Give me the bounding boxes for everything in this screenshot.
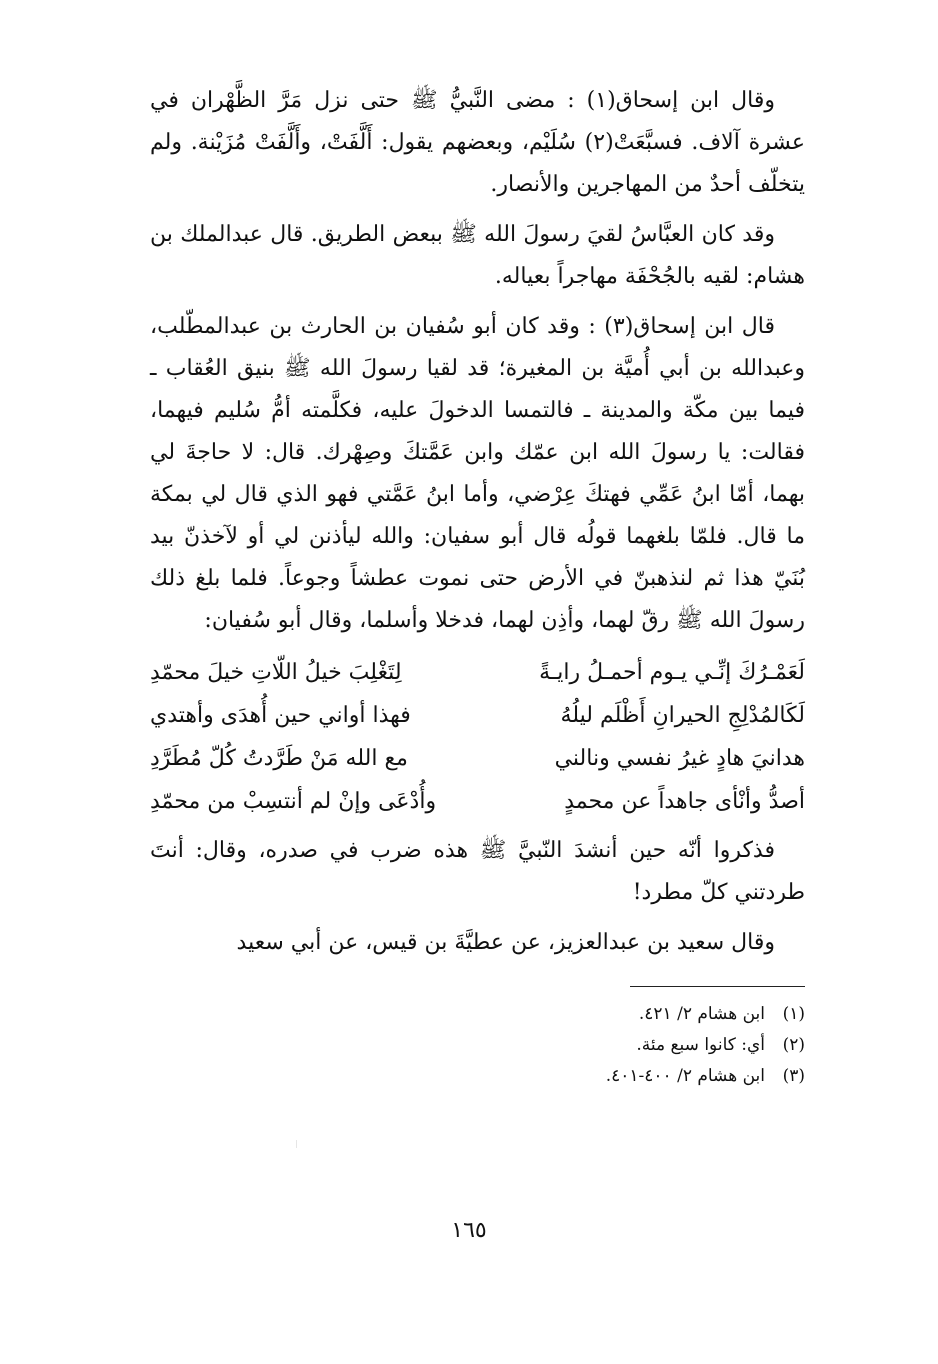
footnote [150,1030,805,1061]
verse-first-hemistich: لَعَمْـرُكَ إنِّـي يـوم أحمـلُ رايـةً [539,660,805,685]
poem-verse [150,695,805,738]
verse-first-hemistich: هدانيَ هادٍ غيرُ نفسي ونالني [554,746,805,771]
footnote-number: (٣) [782,1066,805,1086]
footnote-number: (١) [782,1004,805,1024]
poem-verse [150,652,805,695]
paragraph-1: وقال ابن إسحاق(١) : مضى النَّبيُّ ﷺ حتى نزل مَرَّ الظَّهْران في عشرة آلاف. فسبَّعَتْ(٢) سُلَيْم، وبعضهم يقول: أَلَّفَتْ، وأَلَّفَتْ مُزَيْنة. ولم يتخلّف أحدٌ من المهاجرين والأنصار. [150,88,805,197]
verse-first-hemistich: أصدُّ وأنْأى جاهداً عن محمدٍ [564,789,805,814]
paragraph-after-poem: فذكروا أنّه حين أنشدَ النّبيَّ ﷺ هذه ضرب في صدره، وقال: أنتَ طردتني كلّ مطرد! [150,838,805,905]
verse-second-hemistich: مع الله مَنْ طَرَّدتُ كُلّ مُطَرَّدِ [150,746,408,771]
paragraph-last: وقال سعيد بن عبدالعزيز، عن عطيَّةَ بن قيس، عن أبي سعيد [236,930,775,955]
scan-mark [296,1140,297,1148]
verse-second-hemistich: فهذا أواني حين أُهدَى وأهتدي [150,703,411,728]
footnote [150,999,805,1030]
verse-second-hemistich: لِتَغْلِبَ خيلُ اللّاتِ خيلَ محمّدِ [150,660,402,685]
footnote-text: ابن هشام ٢/ ٤٠٠-٤٠١. [605,1066,765,1086]
footnote-separator [630,986,805,987]
poem [150,652,805,824]
footnote-text: أي: كانوا سبع مئة. [636,1035,765,1055]
footnote [150,1061,805,1092]
footnote-number: (٢) [782,1035,805,1055]
footnotes [150,999,805,1092]
poem-verse [150,781,805,824]
footnote-text: ابن هشام ٢/ ٤٢١. [638,1004,765,1024]
verse-second-hemistich: وأُدْعَى وإنْ لم أنتسِبْ من محمّدِ [150,789,437,814]
verse-first-hemistich: لَكَالمُدْلِجِ الحيرانِ أَظْلَم ليلُهُ [560,703,805,728]
paragraph-3: قال ابن إسحاق(٣) : وقد كان أبو سُفيان بن الحارث بن عبدالمطّلب، وعبدالله بن أبي أُميَّة بن المغيرة؛ قد لقيا رسولَ الله ﷺ بنيق العُقاب ـ فيما بين مكّة والمدينة ـ فالتمسا الدخولَ عليه، فكلَّمته أمُّ سُليم فيهما، فقالت: يا رسولَ الله ابن عمّك وابن عَمَّتكَ وصِهْرك. قال: لا حاجةَ لي بهما، أمّا ابنُ عَمِّي فهتكَ عِرْضي، وأما ابنُ عَمَّتي فهو الذي قال لي بمكة ما قال. فلمّا بلغهما قولُه قال أبو سفيان: والله ليأذنن لي أو لآخذنّ بيد بُنَيّ هذا ثم لنذهبنّ في الأرض حتى نموت عطشاً وجوعاً. فلما بلغ ذلك رسولَ الله ﷺ رقّ لهما، وأذِن لهما، فدخلا وأسلما، وقال أبو سُفيان: [150,314,805,633]
page-body [150,80,805,1092]
poem-verse [150,738,805,781]
page-number: ١٦٥ [451,1218,487,1243]
paragraph-2: وقد كان العبَّاسُ لقيَ رسولَ الله ﷺ ببعض الطريق. قال عبدالملك بن هشام: لقيه بالجُحْفَة مهاجراً بعياله. [150,222,805,289]
